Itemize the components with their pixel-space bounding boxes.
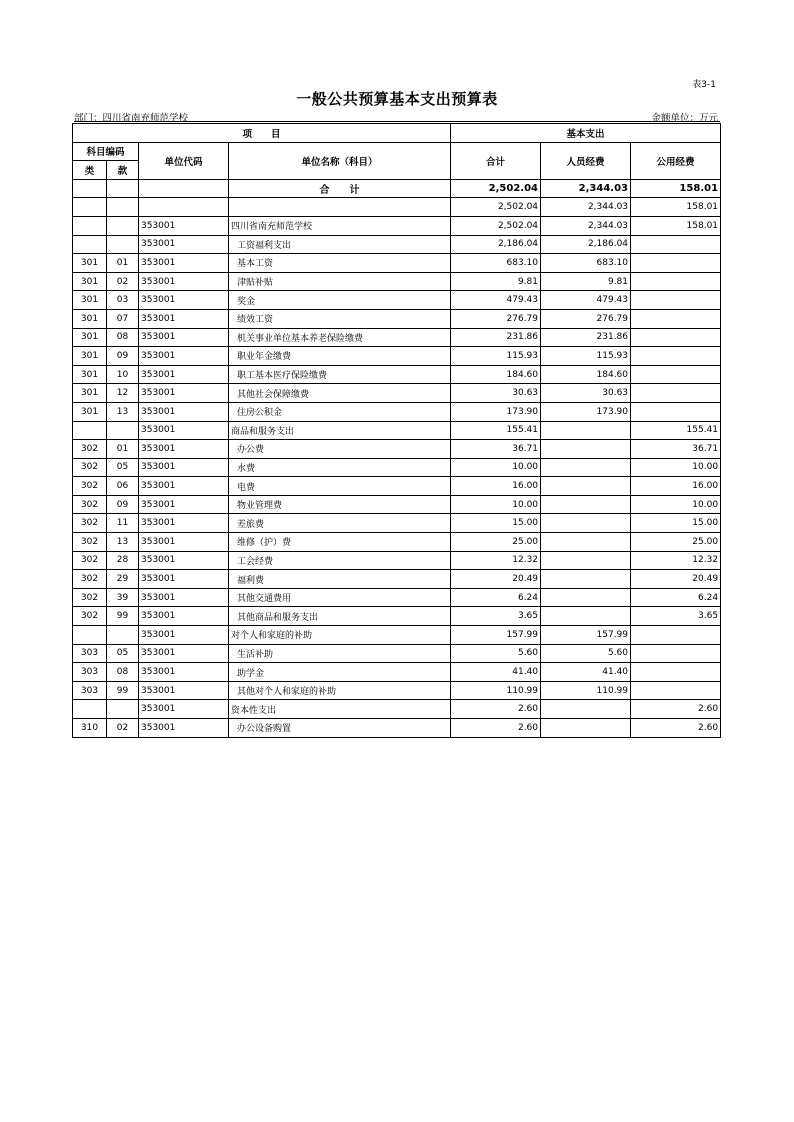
cell-total: 5.60 <box>451 644 541 663</box>
cell-public <box>631 365 721 384</box>
cell-kuan <box>107 626 139 645</box>
cell-total: 2.60 <box>451 700 541 719</box>
cell-personnel <box>541 533 631 552</box>
cell-total: 16.00 <box>451 477 541 496</box>
cell-lei: 301 <box>73 291 107 310</box>
cell-lei: 302 <box>73 533 107 552</box>
cell-public: 158.01 <box>631 216 721 235</box>
cell-unit-name: 其他交通费用 <box>229 588 451 607</box>
table-row <box>73 533 721 552</box>
cell-kuan <box>107 216 139 235</box>
cell-unit-code: 353001 <box>139 663 229 682</box>
table-row <box>73 477 721 496</box>
cell-kuan <box>107 198 139 217</box>
cell-lei: 301 <box>73 384 107 403</box>
cell-total: 155.41 <box>451 421 541 440</box>
cell-unit-code <box>139 198 229 217</box>
total-public: 158.01 <box>631 179 721 198</box>
cell-personnel: 2,344.03 <box>541 198 631 217</box>
cell-personnel: 2,186.04 <box>541 235 631 254</box>
cell-unit-code: 353001 <box>139 309 229 328</box>
cell-unit-name: 工资福利支出 <box>229 235 451 254</box>
cell-lei: 301 <box>73 254 107 273</box>
cell-total: 12.32 <box>451 551 541 570</box>
cell-unit-code: 353001 <box>139 477 229 496</box>
cell-unit-code: 353001 <box>139 626 229 645</box>
cell-unit-code: 353001 <box>139 681 229 700</box>
cell-kuan: 39 <box>107 588 139 607</box>
cell-kuan: 09 <box>107 347 139 366</box>
cell-lei: 301 <box>73 328 107 347</box>
cell-unit-name: 对个人和家庭的补助 <box>229 626 451 645</box>
cell-unit-code: 353001 <box>139 588 229 607</box>
cell-kuan: 02 <box>107 719 139 738</box>
cell-kuan: 12 <box>107 384 139 403</box>
cell-personnel: 231.86 <box>541 328 631 347</box>
cell-total: 41.40 <box>451 663 541 682</box>
cell-personnel <box>541 514 631 533</box>
cell-total: 2,502.04 <box>451 216 541 235</box>
cell-lei: 301 <box>73 365 107 384</box>
cell-lei: 302 <box>73 440 107 459</box>
cell-unit-code: 353001 <box>139 365 229 384</box>
cell-total: 20.49 <box>451 570 541 589</box>
cell-unit-name: 津贴补贴 <box>229 272 451 291</box>
cell-public <box>631 681 721 700</box>
cell-personnel <box>541 719 631 738</box>
cell-kuan: 05 <box>107 458 139 477</box>
cell-personnel: 41.40 <box>541 663 631 682</box>
cell-personnel: 2,344.03 <box>541 216 631 235</box>
table-row <box>73 198 721 217</box>
total-label: 合 计 <box>229 179 451 198</box>
cell-unit-code: 353001 <box>139 216 229 235</box>
cell-public: 10.00 <box>631 495 721 514</box>
header-subject-code: 科目编码 <box>73 142 139 161</box>
cell-unit-code: 353001 <box>139 347 229 366</box>
cell-kuan: 02 <box>107 272 139 291</box>
table-row <box>73 421 721 440</box>
unit-label: 金额单位：万元 <box>651 113 718 124</box>
cell-kuan: 07 <box>107 309 139 328</box>
cell-personnel: 683.10 <box>541 254 631 273</box>
cell-lei: 310 <box>73 719 107 738</box>
table-row <box>73 235 721 254</box>
cell-unit-name: 机关事业单位基本养老保险缴费 <box>229 328 451 347</box>
cell-kuan: 08 <box>107 663 139 682</box>
cell-public: 12.32 <box>631 551 721 570</box>
cell-public <box>631 384 721 403</box>
cell-total: 157.99 <box>451 626 541 645</box>
cell-lei: 301 <box>73 402 107 421</box>
budget-table <box>72 123 721 738</box>
table-row <box>73 458 721 477</box>
cell-unit-name: 水费 <box>229 458 451 477</box>
cell-unit-code: 353001 <box>139 514 229 533</box>
cell-unit-code: 353001 <box>139 700 229 719</box>
cell-unit-code: 353001 <box>139 551 229 570</box>
cell-total: 173.90 <box>451 402 541 421</box>
table-row <box>73 681 721 700</box>
table-row <box>73 402 721 421</box>
cell-unit-name: 基本工资 <box>229 254 451 273</box>
cell-total: 10.00 <box>451 458 541 477</box>
cell-personnel: 9.81 <box>541 272 631 291</box>
cell-personnel <box>541 588 631 607</box>
table-row <box>73 384 721 403</box>
cell-public: 16.00 <box>631 477 721 496</box>
cell-kuan: 11 <box>107 514 139 533</box>
cell-kuan: 13 <box>107 533 139 552</box>
cell-kuan: 01 <box>107 440 139 459</box>
cell-unit-name: 福利费 <box>229 570 451 589</box>
header-kuan: 款 <box>107 161 139 180</box>
cell-public <box>631 663 721 682</box>
cell-unit-code: 353001 <box>139 644 229 663</box>
cell-unit-code: 353001 <box>139 235 229 254</box>
cell-personnel: 173.90 <box>541 402 631 421</box>
table-row <box>73 588 721 607</box>
cell-total: 25.00 <box>451 533 541 552</box>
header-project: 项 目 <box>73 124 451 143</box>
cell-public: 20.49 <box>631 570 721 589</box>
cell-personnel <box>541 607 631 626</box>
cell-public: 2.60 <box>631 700 721 719</box>
cell-total: 184.60 <box>451 365 541 384</box>
table-row <box>73 551 721 570</box>
cell-personnel <box>541 421 631 440</box>
cell-lei: 302 <box>73 588 107 607</box>
cell-total: 3.65 <box>451 607 541 626</box>
cell-lei: 302 <box>73 495 107 514</box>
header-basic: 基本支出 <box>451 124 721 143</box>
cell-unit-code: 353001 <box>139 254 229 273</box>
header-rule <box>74 121 720 122</box>
table-row <box>73 365 721 384</box>
table-row <box>73 570 721 589</box>
cell-total: 479.43 <box>451 291 541 310</box>
table-row <box>73 626 721 645</box>
cell-personnel <box>541 570 631 589</box>
cell-lei: 302 <box>73 514 107 533</box>
cell-total: 15.00 <box>451 514 541 533</box>
table-row <box>73 291 721 310</box>
cell-personnel <box>541 440 631 459</box>
cell-kuan: 05 <box>107 644 139 663</box>
cell-total: 36.71 <box>451 440 541 459</box>
cell-unit-code: 353001 <box>139 272 229 291</box>
cell-unit-code: 353001 <box>139 719 229 738</box>
cell-lei <box>73 700 107 719</box>
cell-personnel: 479.43 <box>541 291 631 310</box>
cell-public <box>631 644 721 663</box>
cell-total: 2,186.04 <box>451 235 541 254</box>
cell-unit-name: 奖金 <box>229 291 451 310</box>
total-personnel: 2,344.03 <box>541 179 631 198</box>
cell-lei: 302 <box>73 570 107 589</box>
cell-total: 115.93 <box>451 347 541 366</box>
table-row <box>73 495 721 514</box>
cell-kuan: 13 <box>107 402 139 421</box>
cell-unit-name: 其他商品和服务支出 <box>229 607 451 626</box>
cell-kuan <box>107 235 139 254</box>
cell-unit-name: 资本性支出 <box>229 700 451 719</box>
table-row <box>73 700 721 719</box>
cell-lei: 302 <box>73 607 107 626</box>
cell-lei <box>73 421 107 440</box>
table-row <box>73 309 721 328</box>
table-number: 表3-1 <box>692 80 716 90</box>
cell-public: 6.24 <box>631 588 721 607</box>
cell-total: 276.79 <box>451 309 541 328</box>
cell-personnel: 5.60 <box>541 644 631 663</box>
cell-unit-code: 353001 <box>139 421 229 440</box>
cell-unit-code: 353001 <box>139 328 229 347</box>
header-public: 公用经费 <box>631 142 721 179</box>
cell-lei: 301 <box>73 272 107 291</box>
cell-public: 10.00 <box>631 458 721 477</box>
cell-personnel: 157.99 <box>541 626 631 645</box>
cell-unit-name: 维修（护）费 <box>229 533 451 552</box>
table-row <box>73 347 721 366</box>
cell-unit-name: 办公设备购置 <box>229 719 451 738</box>
cell-public <box>631 328 721 347</box>
cell-lei <box>73 626 107 645</box>
cell-total: 30.63 <box>451 384 541 403</box>
cell-unit-name: 职业年金缴费 <box>229 347 451 366</box>
cell-unit-name: 物业管理费 <box>229 495 451 514</box>
cell-lei: 301 <box>73 309 107 328</box>
cell-total: 683.10 <box>451 254 541 273</box>
total-amount: 2,502.04 <box>451 179 541 198</box>
table-row <box>73 607 721 626</box>
cell-lei <box>73 216 107 235</box>
table-row <box>73 440 721 459</box>
cell-kuan <box>107 421 139 440</box>
cell-unit-name: 助学金 <box>229 663 451 682</box>
table-row <box>73 644 721 663</box>
cell-total: 10.00 <box>451 495 541 514</box>
cell-kuan: 10 <box>107 365 139 384</box>
cell-total: 110.99 <box>451 681 541 700</box>
cell-kuan: 99 <box>107 681 139 700</box>
total-row <box>73 179 721 198</box>
cell-public: 155.41 <box>631 421 721 440</box>
cell-unit-name: 生活补助 <box>229 644 451 663</box>
cell-kuan <box>107 700 139 719</box>
cell-personnel: 115.93 <box>541 347 631 366</box>
cell-unit-code: 353001 <box>139 402 229 421</box>
cell-public: 15.00 <box>631 514 721 533</box>
cell-total: 231.86 <box>451 328 541 347</box>
cell-unit-name: 绩效工资 <box>229 309 451 328</box>
cell-unit-code: 353001 <box>139 570 229 589</box>
table-row <box>73 272 721 291</box>
cell-public: 2.60 <box>631 719 721 738</box>
header-unit-name: 单位名称（科目） <box>229 142 451 179</box>
cell-lei: 302 <box>73 477 107 496</box>
cell-kuan: 01 <box>107 254 139 273</box>
cell-total: 9.81 <box>451 272 541 291</box>
cell-kuan: 09 <box>107 495 139 514</box>
cell-public <box>631 626 721 645</box>
cell-lei: 303 <box>73 681 107 700</box>
table-row <box>73 514 721 533</box>
cell-personnel <box>541 477 631 496</box>
cell-unit-name: 差旅费 <box>229 514 451 533</box>
table-row <box>73 254 721 273</box>
cell-unit-name <box>229 198 451 217</box>
cell-kuan: 99 <box>107 607 139 626</box>
cell-unit-name: 住房公积金 <box>229 402 451 421</box>
cell-public: 3.65 <box>631 607 721 626</box>
cell-unit-name: 电费 <box>229 477 451 496</box>
cell-unit-code: 353001 <box>139 533 229 552</box>
header-total: 合计 <box>451 142 541 179</box>
cell-public <box>631 254 721 273</box>
cell-lei: 303 <box>73 644 107 663</box>
header-personnel: 人员经费 <box>541 142 631 179</box>
cell-personnel: 276.79 <box>541 309 631 328</box>
cell-unit-code: 353001 <box>139 495 229 514</box>
cell-unit-name: 商品和服务支出 <box>229 421 451 440</box>
cell-public <box>631 402 721 421</box>
cell-lei: 302 <box>73 551 107 570</box>
cell-public <box>631 291 721 310</box>
cell-personnel <box>541 700 631 719</box>
cell-lei <box>73 198 107 217</box>
cell-public: 158.01 <box>631 198 721 217</box>
department-label: 部门：四川省南充师范学校 <box>74 113 189 124</box>
table-row <box>73 719 721 738</box>
cell-lei: 301 <box>73 347 107 366</box>
cell-unit-name: 其他社会保障缴费 <box>229 384 451 403</box>
cell-public <box>631 235 721 254</box>
cell-unit-name: 四川省南充师范学校 <box>229 216 451 235</box>
cell-lei <box>73 235 107 254</box>
cell-personnel <box>541 495 631 514</box>
cell-lei: 303 <box>73 663 107 682</box>
cell-kuan: 06 <box>107 477 139 496</box>
cell-personnel: 184.60 <box>541 365 631 384</box>
cell-unit-code: 353001 <box>139 291 229 310</box>
cell-kuan: 03 <box>107 291 139 310</box>
page-title: 一般公共预算基本支出预算表 <box>296 90 498 108</box>
cell-unit-code: 353001 <box>139 458 229 477</box>
cell-kuan: 29 <box>107 570 139 589</box>
cell-public <box>631 347 721 366</box>
cell-total: 6.24 <box>451 588 541 607</box>
table-row <box>73 328 721 347</box>
cell-public: 36.71 <box>631 440 721 459</box>
cell-personnel <box>541 458 631 477</box>
cell-unit-code: 353001 <box>139 607 229 626</box>
cell-personnel: 30.63 <box>541 384 631 403</box>
cell-total: 2.60 <box>451 719 541 738</box>
table-row <box>73 216 721 235</box>
cell-public <box>631 309 721 328</box>
cell-kuan: 08 <box>107 328 139 347</box>
cell-kuan: 28 <box>107 551 139 570</box>
cell-public: 25.00 <box>631 533 721 552</box>
cell-unit-name: 职工基本医疗保险缴费 <box>229 365 451 384</box>
cell-unit-name: 办公费 <box>229 440 451 459</box>
table-row <box>73 663 721 682</box>
cell-unit-code: 353001 <box>139 440 229 459</box>
cell-unit-name: 工会经费 <box>229 551 451 570</box>
cell-unit-name: 其他对个人和家庭的补助 <box>229 681 451 700</box>
cell-personnel <box>541 551 631 570</box>
cell-unit-code: 353001 <box>139 384 229 403</box>
cell-lei: 302 <box>73 458 107 477</box>
cell-personnel: 110.99 <box>541 681 631 700</box>
cell-total: 2,502.04 <box>451 198 541 217</box>
header-unit-code: 单位代码 <box>139 142 229 179</box>
header-lei: 类 <box>73 161 107 180</box>
cell-public <box>631 272 721 291</box>
